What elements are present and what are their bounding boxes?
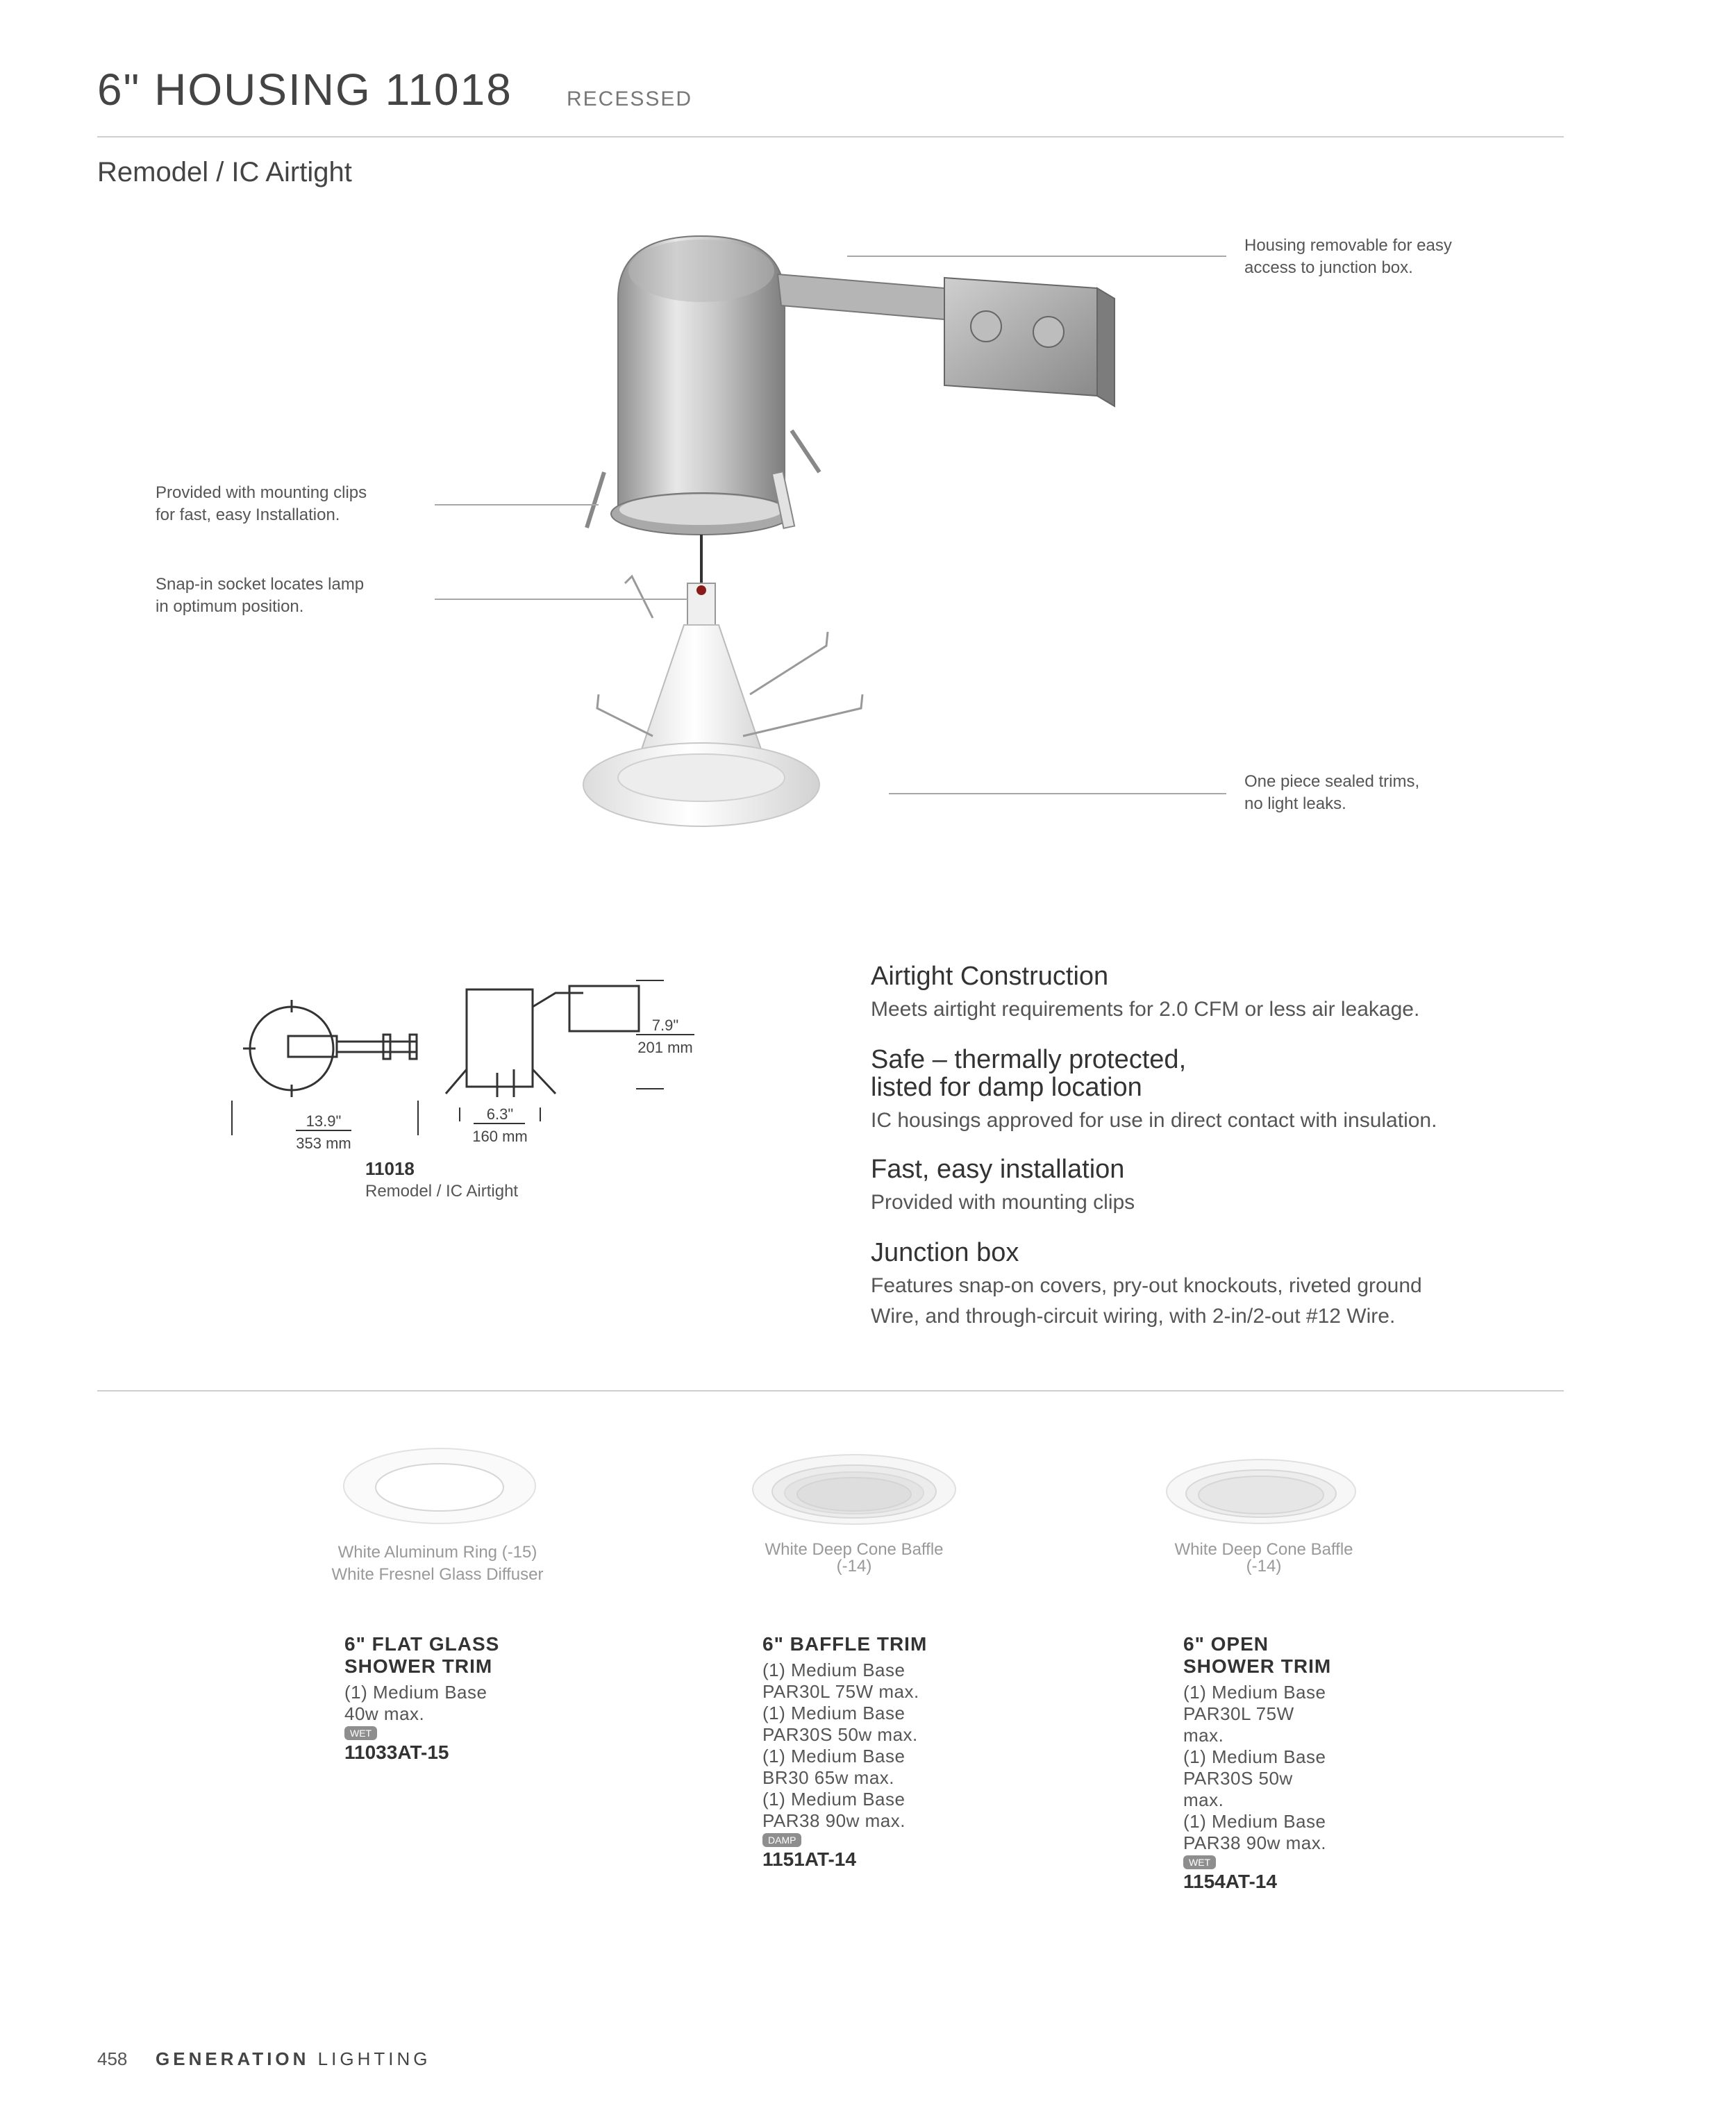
feature-junction-box [871, 1239, 1565, 1332]
section-divider [97, 1390, 1564, 1392]
callout-sealed-trims: One piece sealed trims, no light leaks. [1244, 772, 1420, 813]
height-inches-label: 7.9" [651, 1017, 679, 1034]
trim-product-open-shower [1183, 1633, 1392, 1893]
depth-mm-label: 160 mm [472, 1128, 528, 1145]
feature-text: Meets airtight requirements for 2.0 CFM or less air leakage. [871, 998, 1420, 1021]
feature-text: Features snap-on covers, pry-out knockouts, riveted ground Wire, and through-circuit wiring, with 2-in/2-out #12 Wire. [871, 1274, 1422, 1328]
callout-leader-clips [435, 504, 599, 506]
trim-caption: White Deep Cone Baffle (-14) [1174, 1540, 1353, 1576]
brand-footer [156, 2048, 431, 2070]
page-title: 6" HOUSING 11018 [97, 65, 512, 115]
brand-name-light: LIGHTING [317, 2048, 431, 2069]
width-mm-label: 353 mm [296, 1135, 351, 1152]
flat-glass-trim-image [339, 1444, 540, 1528]
dimension-drawing [222, 972, 722, 1167]
plan-view [243, 1000, 417, 1097]
trim-product-flat-glass [344, 1633, 553, 1764]
baffle-trim-image [750, 1451, 958, 1528]
feature-airtight [871, 962, 1565, 1025]
brand-name-bold: GENERATION [156, 2048, 310, 2069]
feature-heading: Junction box [871, 1238, 1019, 1267]
trim-title: 6" OPEN SHOWER TRIM [1183, 1633, 1332, 1677]
feature-text: IC housings approved for use in direct contact with insulation. [871, 1109, 1437, 1132]
elevation-view [446, 986, 639, 1097]
callout-leader-housing [847, 256, 1226, 257]
callout-leader-socket [435, 599, 687, 600]
damp-badge: DAMP [762, 1833, 801, 1847]
callout-snap-in-socket: Snap-in socket locates lamp in optimum position. [156, 575, 365, 616]
trim-specs: (1) Medium Base PAR30L 75W max. (1) Medium Base PAR30S 50w max. (1) Medium Base BR30 65w max. (1) Medium Base PAR38 90w max. [762, 1660, 919, 1831]
trim-part-number: 11033AT-15 [344, 1741, 449, 1763]
feature-heading: Fast, easy installation [871, 1155, 1125, 1184]
feature-text: Provided with mounting clips [871, 1191, 1135, 1214]
feature-heading: Safe – thermally protected, listed for damp location [871, 1045, 1187, 1102]
callout-mounting-clips: Provided with mounting clips for fast, easy Installation. [156, 483, 367, 524]
feature-heading: Airtight Construction [871, 962, 1109, 991]
page-category: RECESSED [567, 87, 693, 110]
page-number: 458 [97, 2048, 128, 2069]
trim-part-number: 1154AT-14 [1183, 1871, 1277, 1892]
callout-housing-removable: Housing removable for easy access to junction box. [1244, 236, 1452, 277]
trim-specs: (1) Medium Base PAR30L 75W max. (1) Medium Base PAR30S 50w max. (1) Medium Base PAR38 90w max. [1183, 1682, 1326, 1853]
feature-installation [871, 1155, 1565, 1218]
wet-badge: WET [1183, 1855, 1216, 1869]
trim-specs: (1) Medium Base 40w max. [344, 1682, 487, 1724]
depth-inches-label: 6.3" [486, 1105, 514, 1123]
trim-caption: White Deep Cone Baffle (-14) [765, 1540, 944, 1576]
open-shower-trim-image [1164, 1457, 1358, 1526]
callout-leader-trims [889, 793, 1226, 794]
trim-product-baffle [762, 1633, 971, 1871]
height-mm-label: 201 mm [637, 1039, 693, 1056]
trim-title: 6" FLAT GLASS SHOWER TRIM [344, 1633, 500, 1677]
drawing-caption-code: 11018 [365, 1158, 415, 1179]
wet-badge: WET [344, 1726, 377, 1740]
page-subtitle: Remodel / IC Airtight [97, 157, 352, 187]
trim-caption: White Aluminum Ring (-15) White Fresnel Glass Diffuser [331, 1543, 544, 1584]
drawing-caption-name: Remodel / IC Airtight [365, 1182, 519, 1201]
housing-product-illustration [542, 222, 1167, 847]
header-divider [97, 136, 1564, 137]
trim-part-number: 1151AT-14 [762, 1848, 856, 1870]
feature-safe [871, 1046, 1565, 1136]
trim-title: 6" BAFFLE TRIM [762, 1633, 928, 1655]
width-inches-label: 13.9" [306, 1112, 342, 1130]
